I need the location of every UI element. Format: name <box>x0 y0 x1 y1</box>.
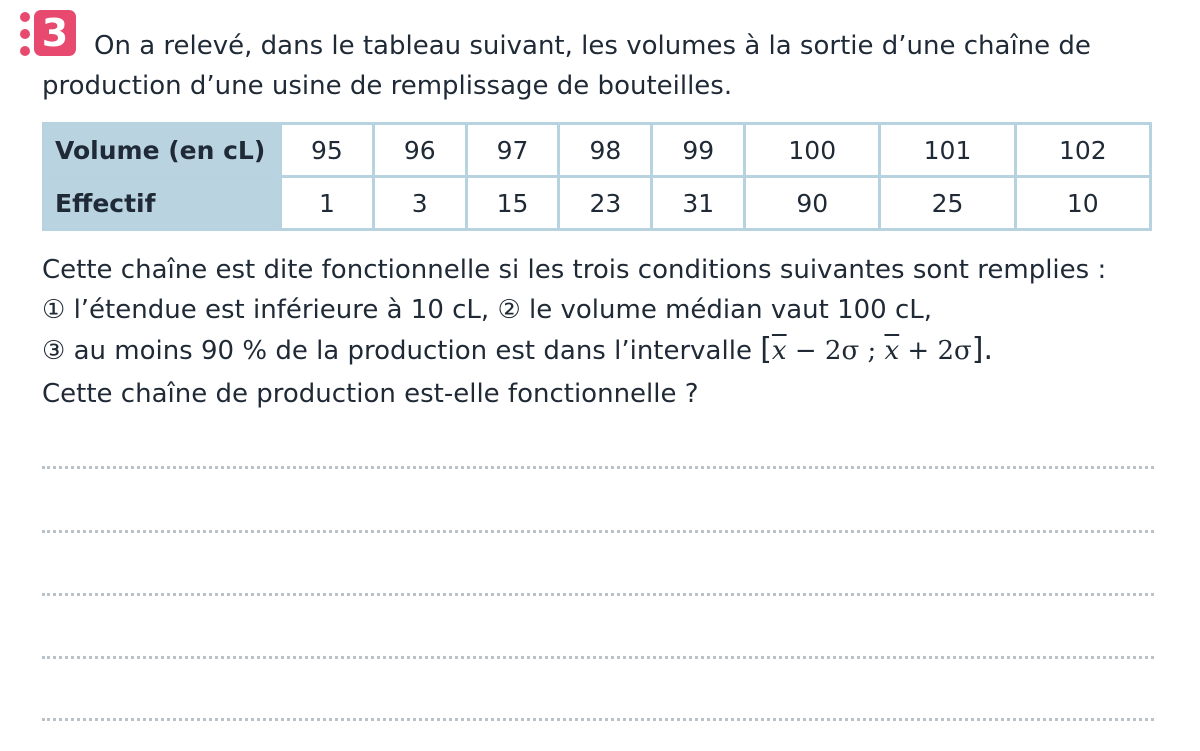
intro-line-1: On a relevé, dans le tableau suivant, les volumes à la sortie d’une chaîne de <box>94 31 1091 61</box>
mean-symbol: $\overline{x}$ <box>771 336 787 366</box>
question-text: Cette chaîne de production est-elle fonctionnelle ? <box>42 379 699 409</box>
table-cell: 95 <box>281 124 374 177</box>
data-table <box>42 122 1152 231</box>
table-cell: 31 <box>652 177 745 230</box>
table-cell: 101 <box>880 124 1015 177</box>
row-header-effectif: Effectif <box>44 177 281 230</box>
badge-dots <box>16 12 34 56</box>
table-cell: 100 <box>745 124 880 177</box>
table-cell: 98 <box>559 124 652 177</box>
exercise-intro <box>42 26 1162 106</box>
interval-lower-term: − 2σ ; <box>786 336 885 366</box>
badge-dot <box>20 29 30 39</box>
table-cell: 96 <box>373 124 466 177</box>
table-cell: 102 <box>1015 124 1150 177</box>
table-cell: 3 <box>373 177 466 230</box>
answer-line <box>42 530 1154 533</box>
answer-line <box>42 593 1154 596</box>
table-cell: 15 <box>466 177 559 230</box>
interval-open: [ <box>760 332 772 367</box>
table-row-effectif <box>44 177 1151 230</box>
answer-line <box>42 466 1154 469</box>
badge-dot <box>20 46 30 56</box>
interval-close: ]. <box>971 332 994 367</box>
interval-upper-term: + 2σ <box>899 336 972 366</box>
table-cell: 25 <box>880 177 1015 230</box>
table-cell: 99 <box>652 124 745 177</box>
table-cell: 1 <box>281 177 374 230</box>
conditions-line-3 <box>42 330 1162 371</box>
exercise-number: 3 <box>34 10 76 56</box>
table-cell: 97 <box>466 124 559 177</box>
conditions-line-3-prefix: ③ au moins 90 % de la production est dans l’intervalle <box>42 336 752 366</box>
table-cell: 90 <box>745 177 880 230</box>
badge-dot <box>20 12 30 22</box>
conditions-text <box>42 250 1162 371</box>
conditions-line-1: Cette chaîne est dite fonctionnelle si les trois conditions suivantes sont remplies : <box>42 255 1107 285</box>
row-header-volume: Volume (en cL) <box>44 124 281 177</box>
conditions-line-2: ① l’étendue est inférieure à 10 cL, ② le volume médian vaut 100 cL, <box>42 295 933 325</box>
answer-line <box>42 656 1154 659</box>
table-row-volume <box>44 124 1151 177</box>
table-cell: 10 <box>1015 177 1150 230</box>
mean-symbol: $\overline{x}$ <box>884 336 900 366</box>
answer-line <box>42 718 1154 721</box>
table-cell: 23 <box>559 177 652 230</box>
intro-line-2: production d’une usine de remplissage de bouteilles. <box>42 71 733 101</box>
